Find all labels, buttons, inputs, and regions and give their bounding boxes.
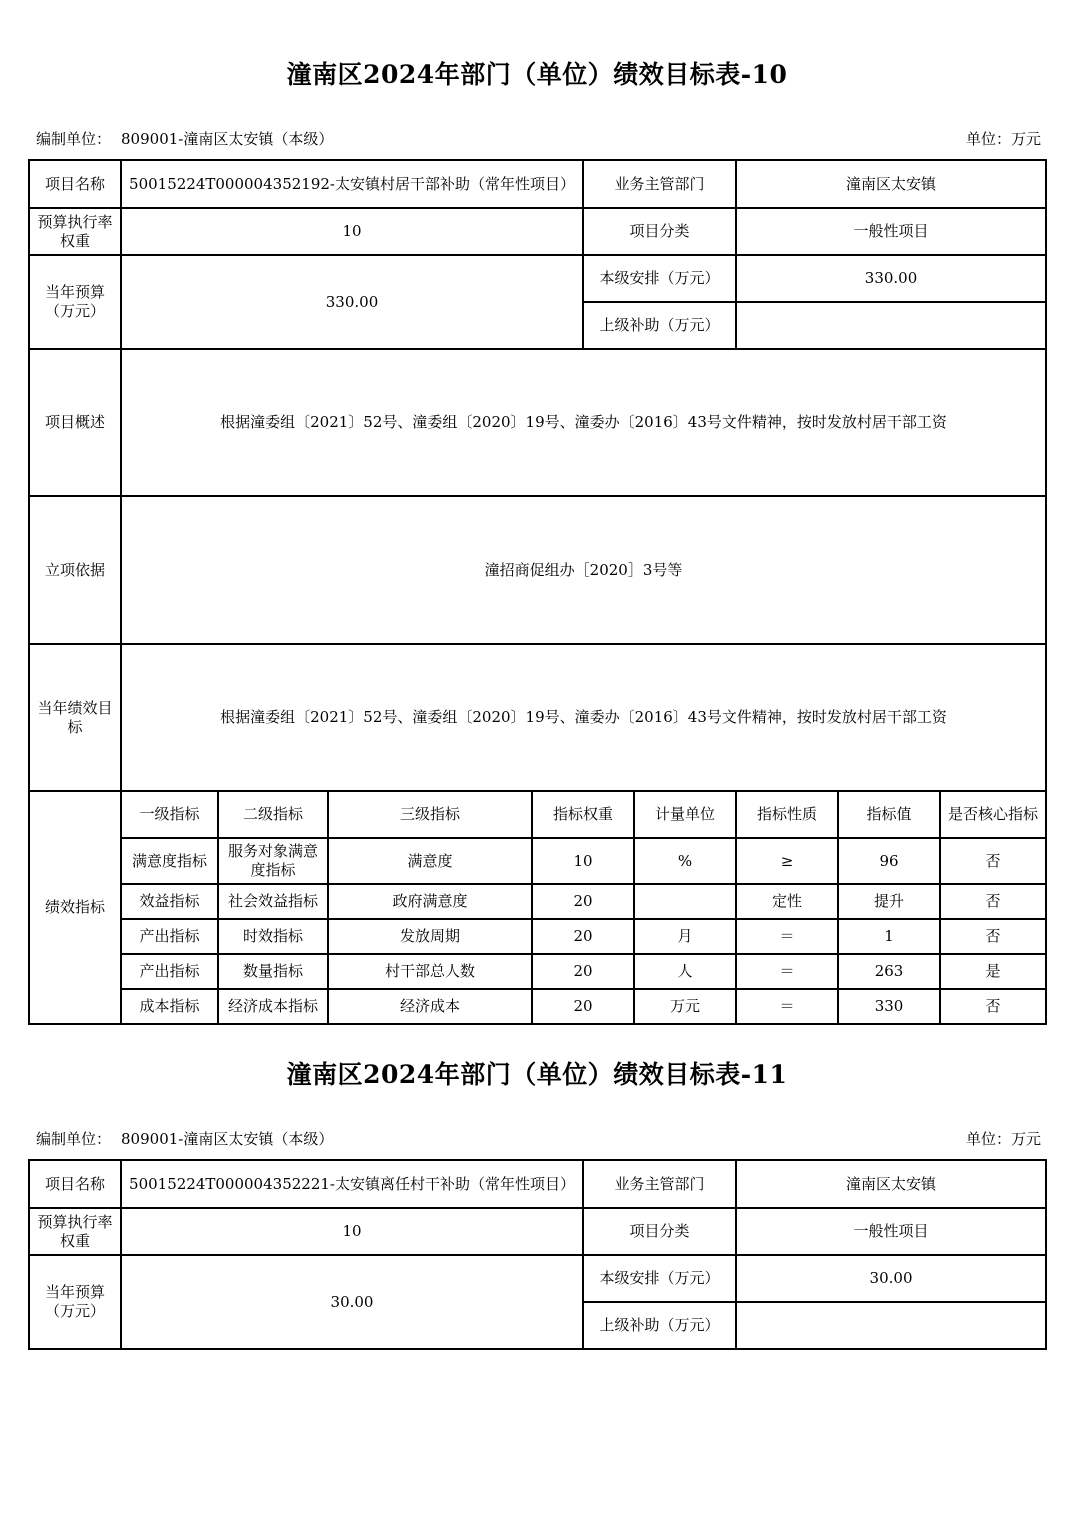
indicators-label: 绩效指标: [29, 791, 121, 1024]
goal-value: 根据潼委组〔2021〕52号、潼委组〔2020〕19号、潼委办〔2016〕43号文件精神，按时发放村居干部工资: [121, 644, 1046, 791]
org-info: 编制单位： 809001-潼南区太安镇（本级）: [36, 1130, 334, 1148]
indicator-cell: [634, 884, 736, 919]
project-name-value: 50015224T000004352221-太安镇离任村干补助（常年性项目）: [121, 1160, 583, 1208]
indicator-header: 计量单位: [634, 791, 736, 838]
page-title-11: 潼南区2024年部门（单位）绩效目标表-11: [286, 1060, 788, 1089]
indicator-cell: 20: [532, 919, 634, 954]
budget-label: 当年预算（万元）: [29, 1255, 121, 1349]
indicator-cell: 定性: [736, 884, 838, 919]
indicator-cell: 否: [940, 919, 1046, 954]
unit-text: 单位：万元: [965, 1130, 1041, 1148]
indicator-cell: ＝: [736, 919, 838, 954]
weight-value: 10: [121, 208, 583, 255]
indicator-header: 指标性质: [736, 791, 838, 838]
indicator-cell: 服务对象满意度指标: [218, 838, 328, 884]
indicator-cell: 月: [634, 919, 736, 954]
weight-value: 10: [121, 1208, 583, 1255]
unit-text: 单位：万元: [965, 130, 1041, 148]
indicator-cell: 发放周期: [328, 919, 532, 954]
upper-label: 上级补助（万元）: [583, 302, 736, 349]
basis-value: 潼招商促组办［2020］3号等: [121, 496, 1046, 644]
indicator-header: 指标值: [838, 791, 940, 838]
dept-value: 潼南区太安镇: [736, 1160, 1046, 1208]
indicator-row: [29, 919, 1046, 954]
local-label: 本级安排（万元）: [583, 1255, 736, 1302]
local-value: 30.00: [736, 1255, 1046, 1302]
dept-value: 潼南区太安镇: [736, 160, 1046, 208]
indicator-row: [29, 989, 1046, 1024]
indicator-cell: ＝: [736, 954, 838, 989]
basis-label: 立项依据: [29, 496, 121, 644]
indicator-cell: 经济成本: [328, 989, 532, 1024]
indicator-cell: 96: [838, 838, 940, 884]
indicator-cell: 产出指标: [121, 954, 218, 989]
indicator-cell: 效益指标: [121, 884, 218, 919]
budget-label: 当年预算（万元）: [29, 255, 121, 349]
indicator-row: [29, 884, 1046, 919]
page-title-10: 潼南区2024年部门（单位）绩效目标表-10: [286, 60, 788, 89]
indicator-cell: 村干部总人数: [328, 954, 532, 989]
dept-label: 业务主管部门: [583, 1160, 736, 1208]
indicator-row: [29, 838, 1046, 884]
category-value: 一般性项目: [736, 208, 1046, 255]
indicator-cell: 时效指标: [218, 919, 328, 954]
indicator-cell: 人: [634, 954, 736, 989]
indicator-cell: 满意度指标: [121, 838, 218, 884]
local-label: 本级安排（万元）: [583, 255, 736, 302]
indicator-header: 是否核心指标: [940, 791, 1046, 838]
meta-row-11: [36, 1128, 1041, 1149]
indicator-header: 指标权重: [532, 791, 634, 838]
indicator-cell: 330: [838, 989, 940, 1024]
indicator-cell: 20: [532, 884, 634, 919]
indicator-cell: ＝: [736, 989, 838, 1024]
category-label: 项目分类: [583, 208, 736, 255]
local-value: 330.00: [736, 255, 1046, 302]
indicator-cell: 产出指标: [121, 919, 218, 954]
weight-label: 预算执行率权重: [29, 1208, 121, 1255]
indicator-header: 三级指标: [328, 791, 532, 838]
category-value: 一般性项目: [736, 1208, 1046, 1255]
indicator-cell: 万元: [634, 989, 736, 1024]
goal-label: 当年绩效目标: [29, 644, 121, 791]
indicator-cell: 否: [940, 838, 1046, 884]
indicator-cell: 社会效益指标: [218, 884, 328, 919]
indicator-cell: 成本指标: [121, 989, 218, 1024]
indicator-cell: %: [634, 838, 736, 884]
upper-value: [736, 302, 1046, 349]
indicator-cell: 数量指标: [218, 954, 328, 989]
weight-label: 预算执行率权重: [29, 208, 121, 255]
category-label: 项目分类: [583, 1208, 736, 1255]
project-name-value: 50015224T000004352192-太安镇村居干部补助（常年性项目）: [121, 160, 583, 208]
upper-label: 上级补助（万元）: [583, 1302, 736, 1349]
overview-label: 项目概述: [29, 349, 121, 496]
overview-value: 根据潼委组〔2021〕52号、潼委组〔2020〕19号、潼委办〔2016〕43号文件精神，按时发放村居干部工资: [121, 349, 1046, 496]
indicator-header: 二级指标: [218, 791, 328, 838]
budget-value: 30.00: [121, 1255, 583, 1349]
indicator-cell: 经济成本指标: [218, 989, 328, 1024]
indicator-cell: 否: [940, 884, 1046, 919]
indicator-cell: ≥: [736, 838, 838, 884]
indicator-cell: 1: [838, 919, 940, 954]
indicator-cell: 20: [532, 954, 634, 989]
indicator-cell: 10: [532, 838, 634, 884]
indicator-cell: 263: [838, 954, 940, 989]
indicator-header: 一级指标: [121, 791, 218, 838]
project-name-label: 项目名称: [29, 160, 121, 208]
indicator-cell: 是: [940, 954, 1046, 989]
budget-value: 330.00: [121, 255, 583, 349]
indicator-cell: 提升: [838, 884, 940, 919]
indicator-cell: 20: [532, 989, 634, 1024]
project-name-label: 项目名称: [29, 1160, 121, 1208]
upper-value: [736, 1302, 1046, 1349]
meta-row-10: [36, 128, 1041, 149]
org-info: 编制单位： 809001-潼南区太安镇（本级）: [36, 130, 334, 148]
performance-table-11: [28, 1159, 1047, 1350]
indicator-cell: 满意度: [328, 838, 532, 884]
dept-label: 业务主管部门: [583, 160, 736, 208]
performance-table-10: [28, 159, 1047, 1025]
indicator-cell: 政府满意度: [328, 884, 532, 919]
indicator-row: [29, 954, 1046, 989]
indicator-cell: 否: [940, 989, 1046, 1024]
